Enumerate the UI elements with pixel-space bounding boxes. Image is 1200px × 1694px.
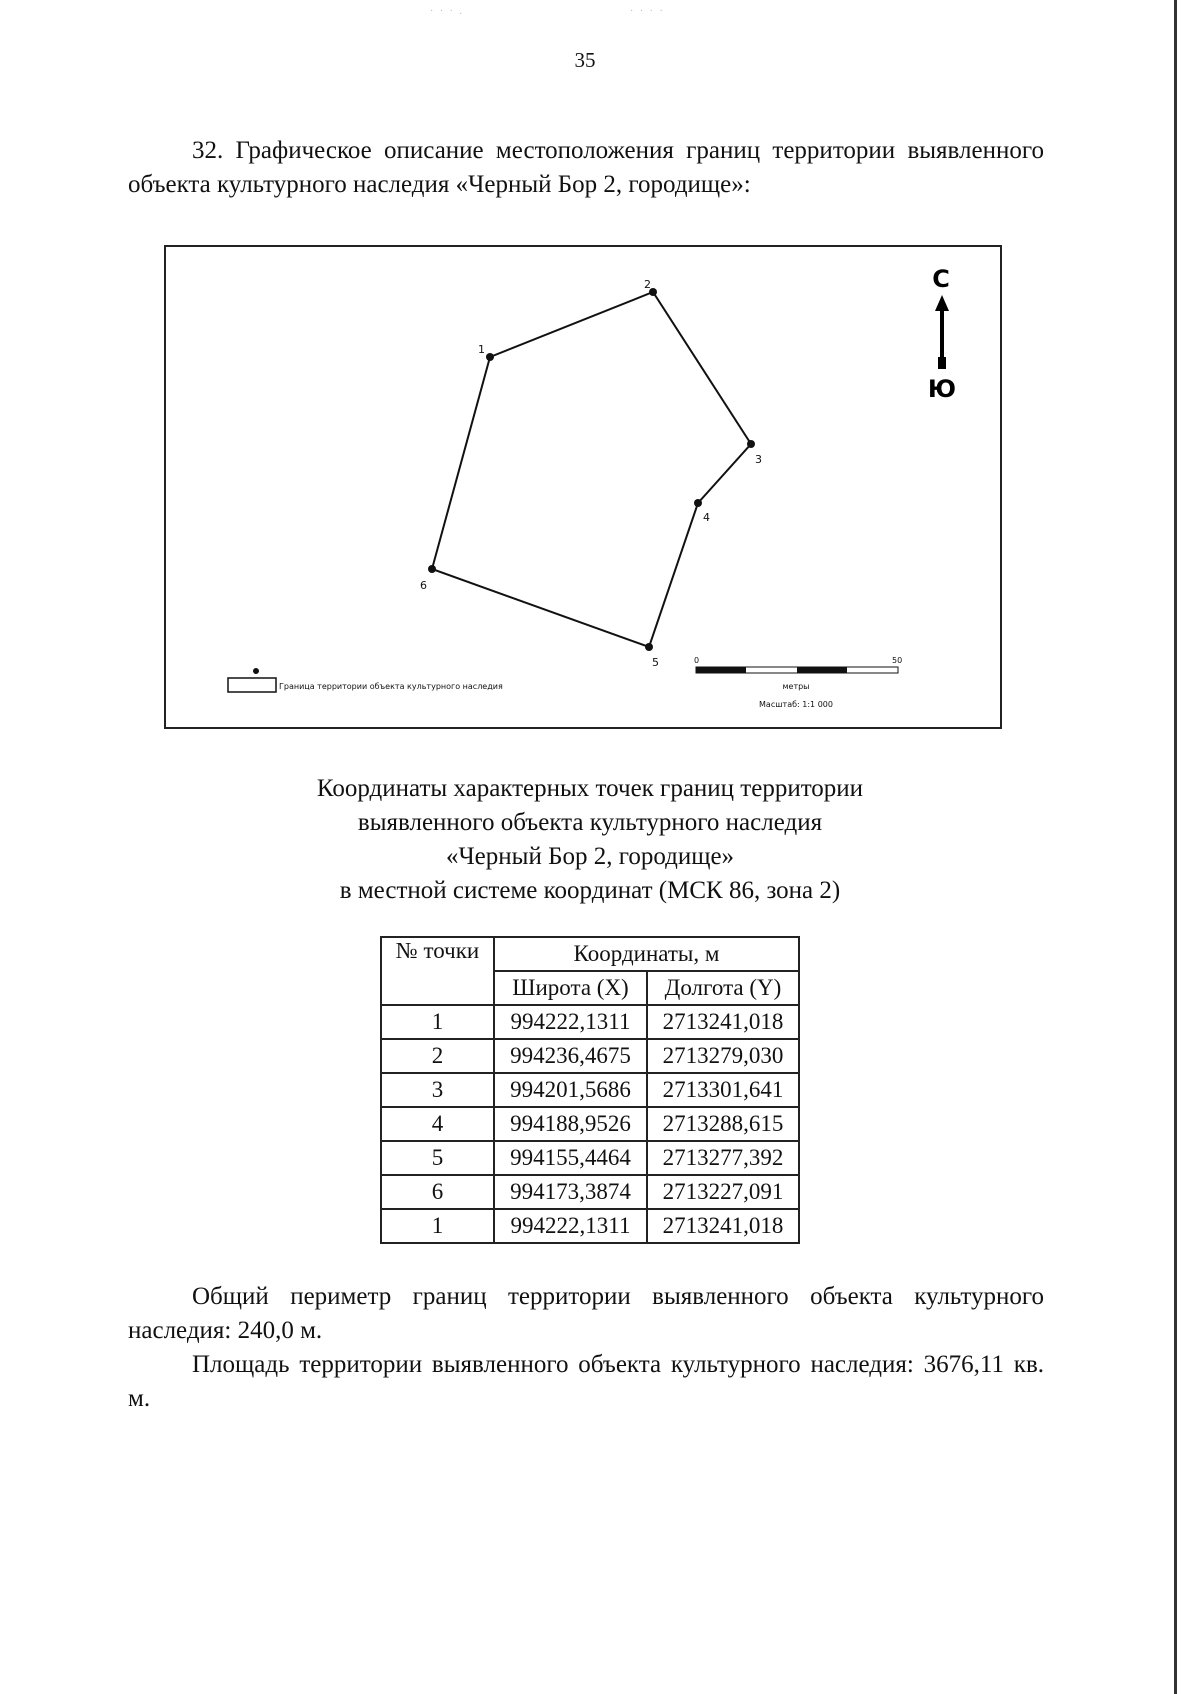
- table-title-line: в местной системе координат (МСК 86, зона 2): [339, 877, 841, 904]
- coordinates-table: [380, 936, 800, 1244]
- compass-south-label: Ю: [927, 375, 957, 403]
- boundary-map: [164, 245, 1002, 729]
- header-y: Долгота (Y): [647, 971, 799, 1005]
- cell-point: 1: [381, 1209, 494, 1243]
- table-row: [381, 1073, 799, 1107]
- scale-bar: [696, 667, 898, 673]
- cell-x: 994173,3874: [494, 1175, 647, 1209]
- point-marker-4: [694, 499, 702, 507]
- point-label-2: 2: [644, 278, 651, 291]
- point-marker-6: [428, 565, 436, 573]
- table-title-line: Координаты характерных точек границ территории: [316, 775, 864, 802]
- header-x: Широта (X): [494, 971, 647, 1005]
- cell-x: 994236,4675: [494, 1039, 647, 1073]
- north-arrow-icon: [935, 295, 949, 369]
- scale-units-label: метры: [782, 682, 810, 691]
- table-title-line: «Черный Бор 2, городище»: [445, 843, 735, 870]
- table-title-line: выявленного объекта культурного наследия: [357, 809, 823, 836]
- table-title: [160, 772, 1020, 908]
- cell-y: 2713227,091: [647, 1175, 799, 1209]
- cell-point: 1: [381, 1005, 494, 1039]
- cell-y: 2713301,641: [647, 1073, 799, 1107]
- cell-y: 2713241,018: [647, 1209, 799, 1243]
- table-row: [381, 1141, 799, 1175]
- point-label-3: 3: [755, 453, 762, 466]
- header-point: № точки: [381, 937, 494, 1005]
- table-row: [381, 1107, 799, 1141]
- table-row: [381, 1175, 799, 1209]
- scale-ratio-label: Масштаб: 1:1 000: [759, 700, 833, 709]
- cell-point: 6: [381, 1175, 494, 1209]
- point-label-1: 1: [478, 343, 485, 356]
- cell-y: 2713241,018: [647, 1005, 799, 1039]
- compass-north-label: С: [932, 265, 950, 293]
- scale-start-label: 0: [694, 656, 700, 665]
- cell-point: 4: [381, 1107, 494, 1141]
- table-row: [381, 1039, 799, 1073]
- section-heading: 32. Графическое описание местоположения границ территории выявленного объекта культурного наследия «Черный Бор 2, городище»:: [128, 137, 1044, 198]
- point-marker-1: [486, 353, 494, 361]
- legend-point-icon: [253, 668, 259, 674]
- cell-point: 2: [381, 1039, 494, 1073]
- legend-label: Граница территории объекта культурного наследия: [279, 682, 503, 691]
- cell-x: 994201,5686: [494, 1073, 647, 1107]
- scan-artifact: · · · .: [430, 6, 464, 17]
- cell-y: 2713277,392: [647, 1141, 799, 1175]
- cell-x: 994222,1311: [494, 1005, 647, 1039]
- page-number: 35: [574, 48, 596, 72]
- scan-artifact: · · · ·: [630, 6, 665, 17]
- cell-x: 994155,4464: [494, 1141, 647, 1175]
- map-canvas: [166, 247, 1000, 727]
- cell-y: 2713288,615: [647, 1107, 799, 1141]
- perimeter-paragraph: Общий периметр границ территории выявленного объекта культурного наследия: 240,0 м.: [128, 1283, 1044, 1344]
- point-label-6: 6: [420, 579, 427, 592]
- legend-boundary-icon: [228, 678, 276, 692]
- point-marker-3: [747, 440, 755, 448]
- point-label-5: 5: [652, 656, 659, 669]
- cell-y: 2713279,030: [647, 1039, 799, 1073]
- header-coords: Координаты, м: [494, 937, 799, 971]
- point-marker-5: [645, 643, 653, 651]
- cell-x: 994222,1311: [494, 1209, 647, 1243]
- cell-point: 3: [381, 1073, 494, 1107]
- scale-end-label: 50: [892, 656, 903, 665]
- table-row: [381, 1209, 799, 1243]
- cell-x: 994188,9526: [494, 1107, 647, 1141]
- scan-edge-line: [1174, 0, 1177, 1694]
- table-header-row: [381, 937, 799, 971]
- table-row: [381, 1005, 799, 1039]
- area-paragraph: Площадь территории выявленного объекта культурного наследия: 3676,11 кв. м.: [128, 1351, 1044, 1412]
- cell-point: 5: [381, 1141, 494, 1175]
- point-label-4: 4: [703, 511, 710, 524]
